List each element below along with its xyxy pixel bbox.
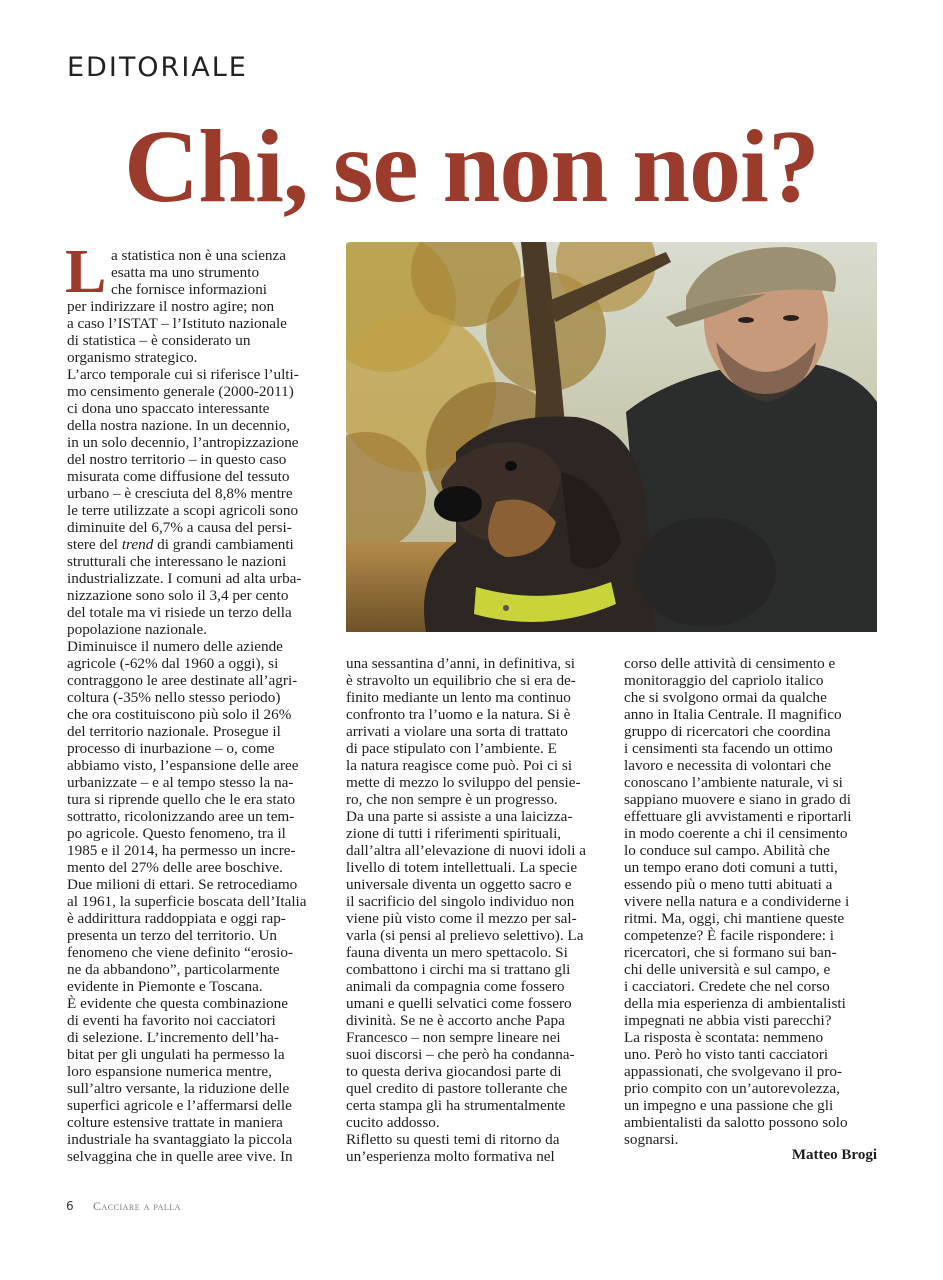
text-line: al 1961, la superficie boscata dell’Italia xyxy=(67,893,307,910)
text-line: i cacciatori. Credete che nel corso xyxy=(624,978,830,995)
text-line: la natura reagisce come può. Poi ci si xyxy=(346,757,573,774)
text-line: essendo più o meno tutti abituati a xyxy=(624,876,833,893)
text-line: anno in Italia Centrale. Il magnifico xyxy=(624,706,842,723)
text-line: organismo strategico. xyxy=(67,349,198,366)
section-label: EDITORIALE xyxy=(67,52,248,83)
text-line: una sessantina d’anni, in definitiva, si xyxy=(346,655,576,672)
text-line: appassionati, che svolgevano il pro- xyxy=(624,1063,843,1080)
text-line: in modo coerente a chi il censimento xyxy=(624,825,848,842)
drop-cap: L xyxy=(65,238,107,306)
text-line: nizzazione sono solo il 3,4 per cento xyxy=(67,587,289,604)
text-line: che fornisce informazioni xyxy=(111,281,268,298)
text-line: colture estensive trattate in maniera xyxy=(67,1114,283,1131)
text-line: gruppo di ricercatori che coordina xyxy=(624,723,831,740)
text-line: coltura (-35% nello stesso periodo) xyxy=(67,689,281,706)
text-line: monitoraggio del capriolo italico xyxy=(624,672,824,689)
text-line: agricole (-62% dal 1960 a oggi), si xyxy=(67,655,279,672)
text-line: divinità. Se ne è accorto anche Papa xyxy=(346,1012,565,1029)
text-line: uno. Però ho visto tanti cacciatori xyxy=(624,1046,829,1063)
text-line: combattono i circhi ma si trattano gli xyxy=(346,961,571,978)
text-line: Diminuisce il numero delle aziende xyxy=(67,638,283,655)
text-line: La risposta è scontata: nemmeno xyxy=(624,1029,824,1046)
text-line: umani e quelli selvatici come fossero xyxy=(346,995,572,1012)
text-line: per indirizzare il nostro agire; non xyxy=(67,298,275,315)
text-line: Rifletto su questi temi di ritorno da xyxy=(346,1131,560,1148)
text-line: arrivati a violare una sorta di trattato xyxy=(346,723,568,740)
text-line: lo conduce sul campo. Abilità che xyxy=(624,842,830,859)
text-line: popolazione nazionale. xyxy=(67,621,208,638)
text-line: abbiamo visto, l’espansione delle aree xyxy=(67,757,299,774)
text-line: di statistica – è considerato un xyxy=(67,332,251,349)
text-line: sappiano muovere e siano in grado di xyxy=(624,791,851,808)
text-line: in un solo decennio, l’antropizzazione xyxy=(67,434,299,451)
text-line: effettuare gli avvistamenti e riportarli xyxy=(624,808,852,825)
text-line: sull’altro versante, la riduzione delle xyxy=(67,1080,290,1097)
article-photo xyxy=(346,242,877,632)
text-line: prio compito con un’autorevolezza, xyxy=(624,1080,840,1097)
article-column-1 xyxy=(65,238,322,1165)
text-line: universale diventa un oggetto sacro e xyxy=(346,876,572,893)
text-line: sottratto, ricolonizzando aree un tem- xyxy=(67,808,295,825)
text-line: confronto tra l’uomo e la natura. Si è xyxy=(346,706,571,723)
text-line: ne da abbandono”, particolarmente xyxy=(67,961,280,978)
text-line: che si svolgono ormai da qualche xyxy=(624,689,827,706)
article-column-3 xyxy=(624,655,879,1148)
text-line: vivere nella natura e a condividerne i xyxy=(624,893,850,910)
text-line: industriale ha svantaggiato la piccola xyxy=(67,1131,293,1148)
text-line: certa stampa gli ha strumentalmente xyxy=(346,1097,566,1114)
text-line: del territorio nazionale. Prosegue il xyxy=(67,723,281,740)
text-line: che ora costituiscono più solo il 26% xyxy=(67,706,292,723)
text-line: di selezione. L’incremento dell’ha- xyxy=(67,1029,279,1046)
text-line: esatta ma uno strumento xyxy=(111,264,260,281)
text-line: È evidente che questa combinazione xyxy=(67,995,288,1012)
text-line: fenomeno che viene definito “erosio- xyxy=(67,944,294,961)
text-line: a caso l’ISTAT – l’Istituto nazionale xyxy=(67,315,287,332)
text-line: suoi discorsi – che però ha condanna- xyxy=(346,1046,575,1063)
text-line: finito mediante un lento ma continuo xyxy=(346,689,571,706)
text-line: po agricole. Questo fenomeno, tra il xyxy=(67,825,286,842)
headline: Chi, se non noi? xyxy=(124,109,819,224)
text-line: urbano – è cresciuta del 8,8% mentre xyxy=(67,485,293,502)
text-line: ambientalisti da salotto possono solo xyxy=(624,1114,848,1131)
text-line: impegnati ne abbia visti parecchi? xyxy=(624,1012,832,1029)
text-line: cucito addosso. xyxy=(346,1114,440,1131)
text-line: un tempo erano doti comuni a tutti, xyxy=(624,859,838,876)
text-line: 1985 e il 2014, ha permesso un incre- xyxy=(67,842,296,859)
text-line: della nostra nazione. In un decennio, xyxy=(67,417,291,434)
hunter-dog-photo xyxy=(346,242,877,632)
text-line: di pace stipulato con l’ambiente. E xyxy=(346,740,557,757)
text-line: mento del 27% delle aree boschive. xyxy=(67,859,283,876)
text-line: stere del trend di grandi cambiamenti xyxy=(67,536,294,553)
text-line: livello di totem intellettuali. La specie xyxy=(346,859,578,876)
text-line: superfici agricole e l’affermarsi delle xyxy=(67,1097,292,1114)
text-line: evidente in Piemonte e Toscana. xyxy=(67,978,263,995)
text-line: tura si riprende quello che le era stato xyxy=(67,791,296,808)
text-line: di eventi ha favorito noi cacciatori xyxy=(67,1012,276,1029)
text-line: lavoro e necessita di volontari che xyxy=(624,757,832,774)
text-line: Da una parte si assiste a una laicizza- xyxy=(346,808,573,825)
text-line: un impegno e una passione che gli xyxy=(624,1097,834,1114)
text-line: il sacrificio del singolo individuo non xyxy=(346,893,575,910)
text-line: misurata come diffusione del tessuto xyxy=(67,468,290,485)
text-line: selvaggina che in quelle aree vive. In xyxy=(67,1148,293,1165)
magazine-name: Cacciare a palla xyxy=(93,1199,181,1213)
text-line: conoscano l’ambiente naturale, vi si xyxy=(624,774,843,791)
text-line: ricercatori, che si formano sui ban- xyxy=(624,944,837,961)
text-line: to questa deriva giocandosi parte di xyxy=(346,1063,562,1080)
text-line: mette di mezzo lo sviluppo del pensie- xyxy=(346,774,581,791)
text-line: del nostro territorio – in questo caso xyxy=(67,451,287,468)
text-line: mo censimento generale (2000-2011) xyxy=(67,383,294,400)
text-line: urbanizzate – e al tempo stesso la na- xyxy=(67,774,294,791)
text-line: sognarsi. xyxy=(624,1131,679,1148)
text-line: diminuite del 6,7% a causa del persi- xyxy=(67,519,292,536)
text-line: processo di inurbazione – o, come xyxy=(67,740,275,757)
text-line: animali da compagnia come fossero xyxy=(346,978,565,995)
text-line: quel credito di pastore tollerante che xyxy=(346,1080,568,1097)
text-line: strutturali che interessano le nazioni xyxy=(67,553,287,570)
text-line: del totale ma vi risiede un terzo della xyxy=(67,604,292,621)
text-line: è stravolto un equilibrio che si era de- xyxy=(346,672,576,689)
text-line: viene più visto come il mezzo per sal- xyxy=(346,910,577,927)
page-number: 6 xyxy=(66,1199,74,1213)
text-line: i censimenti sta facendo un ottimo xyxy=(624,740,833,757)
text-line: ci dona uno spaccato interessante xyxy=(67,400,270,417)
text-line: L’arco temporale cui si riferisce l’ulti- xyxy=(67,366,299,383)
text-line: corso delle attività di censimento e xyxy=(624,655,836,672)
text-line: chi delle università e sul campo, e xyxy=(624,961,831,978)
author-byline: Matteo Brogi xyxy=(791,1147,877,1163)
text-line: zione di tutti i riferimenti spirituali, xyxy=(346,825,562,842)
text-line: varla (si pensi al prelievo selettivo). La xyxy=(346,927,584,944)
text-line: è addirittura raddoppiata e oggi rap- xyxy=(67,910,286,927)
text-line: un’esperienza molto formativa nel xyxy=(346,1148,555,1165)
article-column-2 xyxy=(346,655,601,1165)
text-line: a statistica non è una scienza xyxy=(111,247,287,264)
text-line: loro espansione numerica mentre, xyxy=(67,1063,272,1080)
text-line: contraggono le aree destinate all’agri- xyxy=(67,672,298,689)
text-line: dall’altra all’elevazione di nuovi idoli a xyxy=(346,842,586,859)
text-line: Due milioni di ettari. Se retrocediamo xyxy=(67,876,298,893)
text-line: competenze? È facile rispondere: i xyxy=(624,927,834,944)
text-line: fauna diventa un mero spettacolo. Si xyxy=(346,944,568,961)
text-line: le terre utilizzate a scopi agricoli sono xyxy=(67,502,299,519)
text-line: ritmi. Ma, oggi, chi mantiene queste xyxy=(624,910,845,927)
text-line: della mia esperienza di ambientalisti xyxy=(624,995,846,1012)
text-line: bitat per gli ungulati ha permesso la xyxy=(67,1046,285,1063)
text-line: presenta un terzo del territorio. Un xyxy=(67,927,278,944)
text-line: industrializzate. I comuni ad alta urba- xyxy=(67,570,302,587)
text-line: ro, che non sempre è un progresso. xyxy=(346,791,558,808)
text-line: Francesco – non sempre lineare nei xyxy=(346,1029,561,1046)
